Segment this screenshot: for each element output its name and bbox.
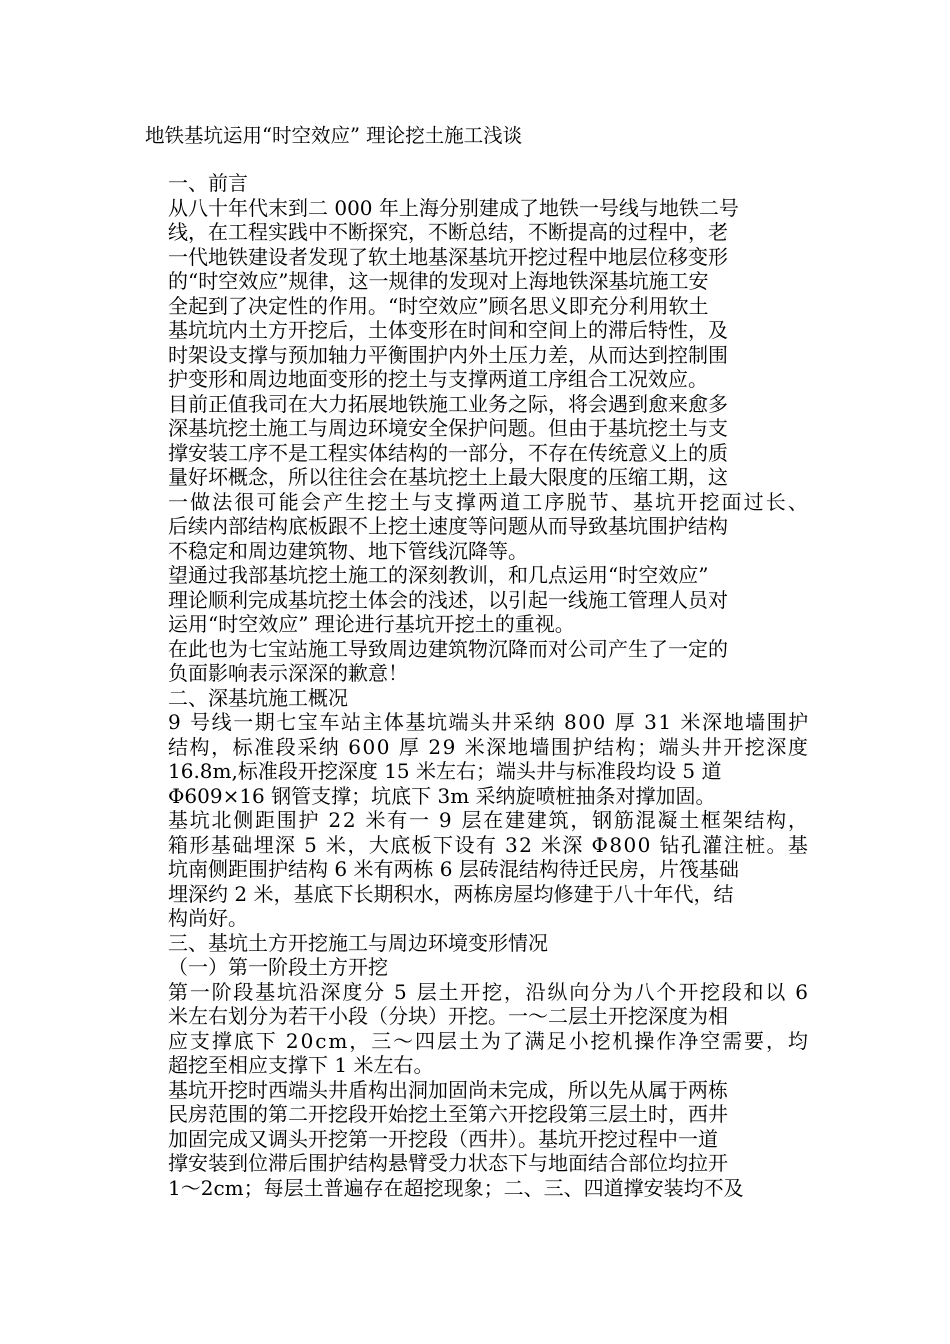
text-line: 箱形基础埋深 5 米，大底板下设有 32 米深 Φ800 钻孔灌注桩。基 <box>168 832 810 857</box>
text-line: 结构，标准段采纳 600 厚 29 米深地墙围护结构；端头井开挖深度 <box>168 734 810 759</box>
text-line: 量好坏概念，所以往往会在基坑挖土上最大限度的压缩工期，这 <box>168 465 728 489</box>
text-line: 运用“时空效应” 理论进行基坑开挖土的重视。 <box>168 612 575 636</box>
text-line: 二、深基坑施工概况 <box>168 685 348 710</box>
text-line: 深基坑挖土施工与周边环境安全保护问题。但由于基坑挖土与支 <box>168 416 728 440</box>
text-line: 加固完成又调头开挖第一开挖段（西井）。基坑开挖过程中一道 <box>168 1126 718 1151</box>
text-line: 负面影响表示深深的歉意！ <box>168 661 408 685</box>
text-line: 构尚好。 <box>168 906 248 930</box>
text-line: Φ609×16 钢管支撑；坑底下 3m 采纳旋喷桩抽条对撑加固。 <box>168 783 716 808</box>
text-line: 望通过我部基坑挖土施工的深刻教训，和几点运用“时空效应” <box>168 563 709 587</box>
text-line: 在此也为七宝站施工导致周边建筑物沉降而对公司产生了一定的 <box>168 636 728 661</box>
text-line: 一代地铁建设者发现了软土地基深基坑开挖过程中地层位移变形 <box>168 244 728 269</box>
text-line: 米左右划分为若干小段（分块）开挖。一～二层土开挖深度为相 <box>168 1004 728 1028</box>
text-line: 1～2cm；每层土普遍存在超挖现象；二、三、四道撑安装均不及 <box>168 1175 744 1200</box>
text-line: 三、基坑土方开挖施工与周边环境变形情况 <box>168 930 548 955</box>
text-line: 一、前言 <box>168 171 248 195</box>
text-line: 埋深约 2 米，基底下长期积水，两栋房屋均修建于八十年代，结 <box>168 881 734 906</box>
text-line: 民房范围的第二开挖段开始挖土至第六开挖段第三层土时，西井 <box>168 1102 728 1126</box>
text-line: 基坑开挖时西端头井盾构出洞加固尚未完成，所以先从属于两栋 <box>168 1077 728 1102</box>
text-line: 的“时空效应”规律，这一规律的发现对上海地铁深基坑施工安 <box>168 269 709 293</box>
text-line: 基坑北侧距围护 22 米有一 9 层在建建筑，钢筋混凝土框架结构， <box>168 808 810 832</box>
document-body <box>168 171 811 1200</box>
text-line: 坑南侧距围护结构 6 米有两栋 6 层砖混结构待迁民房，片筏基础 <box>168 857 739 881</box>
text-line: 9 号线一期七宝车站主体基坑端头井采纳 800 厚 31 米深地墙围护 <box>168 710 810 734</box>
text-line: 撑安装到位滞后围护结构悬臂受力状态下与地面结合部位均拉开 <box>168 1151 728 1175</box>
text-line: 目前正值我司在大力拓展地铁施工业务之际，将会遇到愈来愈多 <box>168 391 728 416</box>
text-line: 第一阶段基坑沿深度分 5 层土开挖，沿纵向分为八个开挖段和以 6 <box>168 979 810 1004</box>
text-line: 一做法很可能会产生挖土与支撑两道工序脱节、基坑开挖面过长、 <box>168 489 811 514</box>
text-line: 基坑坑内土方开挖后，土体变形在时间和空间上的滞后特性，及 <box>168 318 728 342</box>
text-line: 时架设支撑与预加轴力平衡围护内外土压力差，从而达到控制围 <box>168 342 728 367</box>
text-line: 从八十年代末到二 000 年上海分别建成了地铁一号线与地铁二号 <box>168 195 739 220</box>
text-line: 护变形和周边地面变形的挖土与支撑两道工序组合工况效应。 <box>168 367 708 391</box>
text-line: 全起到了决定性的作用。“时空效应”顾名思义即充分利用软土 <box>168 293 709 318</box>
text-line: 后续内部结构底板跟不上挖土速度等问题从而导致基坑围护结构 <box>168 514 728 538</box>
text-line: 线，在工程实践中不断探究，不断总结，不断提高的过程中，老 <box>168 220 728 244</box>
text-line: 16.8m,标准段开挖深度 15 米左右；端头井与标准段均设 5 道 <box>168 759 722 783</box>
text-line: 撑安装工序不是工程实体结构的一部分，不存在传统意义上的质 <box>168 440 728 465</box>
text-line: 应支撑底下 20cm，三～四层土为了满足小挖机操作净空需要，均 <box>168 1028 810 1053</box>
document-title: 地铁基坑运用“时空效应” 理论挖土施工浅谈 <box>145 124 523 147</box>
text-line: 不稳定和周边建筑物、地下管线沉降等。 <box>168 538 528 563</box>
text-line: 超挖至相应支撑下 1 米左右。 <box>168 1053 434 1077</box>
text-line: （一）第一阶段土方开挖 <box>168 955 388 979</box>
text-line: 理论顺利完成基坑挖土体会的浅述，以引起一线施工管理人员对 <box>168 587 728 612</box>
